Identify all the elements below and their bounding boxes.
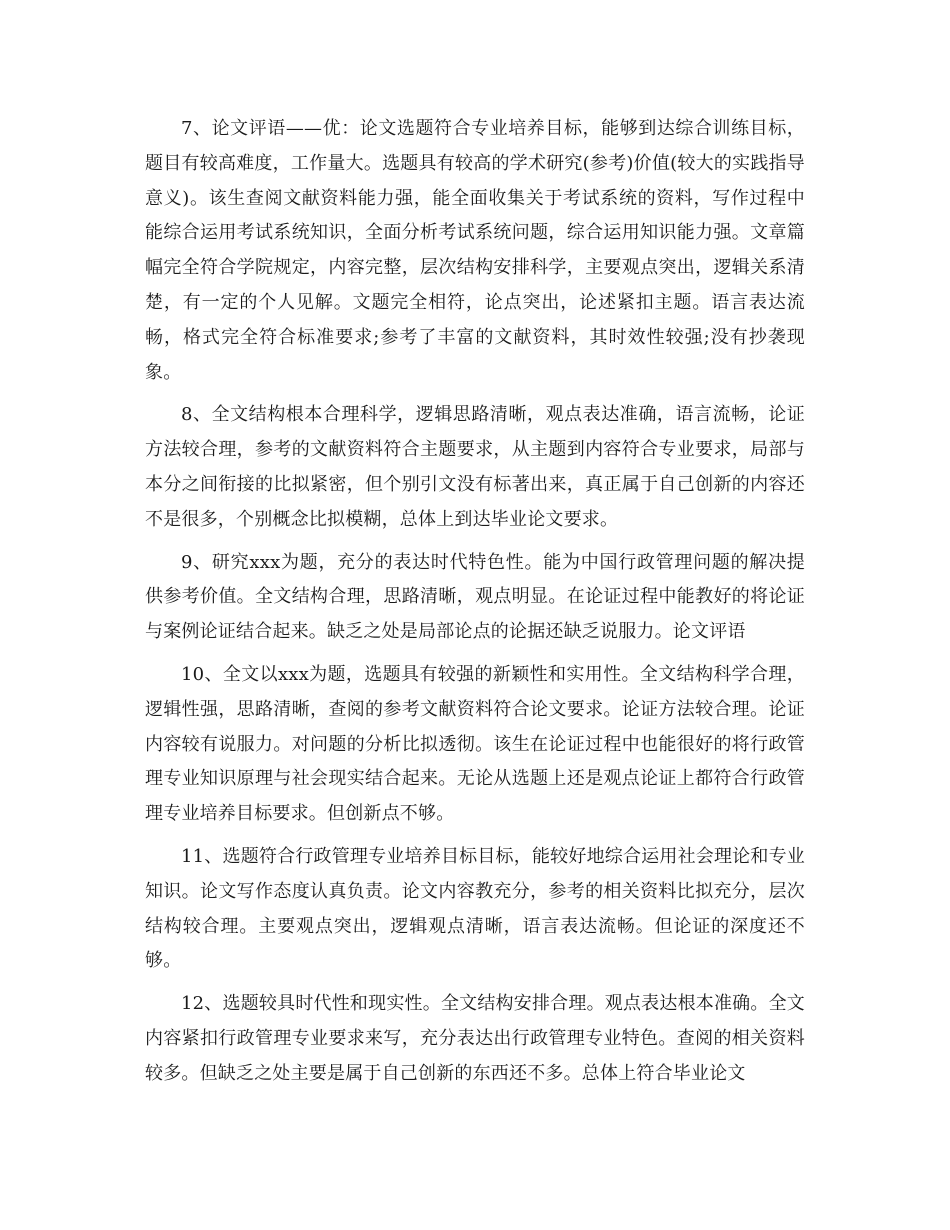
paragraph-10: 10、全文以xxx为题，选题具有较强的新颖性和实用性。全文结构科学合理，逻辑性强，思路清晰，查阅的参考文献资料符合论文要求。论证方法较合理。论证内容较有说服力。对问题的分析比拟透彻。该生在论证过程中也能很好的将行政管理专业知识原理与社会现实结合起来。无论从选题上还是观点论证上都符合行政管理专业培养目标要求。但创新点不够。	[145, 663, 805, 825]
paragraph-8: 8、全文结构根本合理科学，逻辑思路清晰，观点表达准确，语言流畅，论证方法较合理，参考的文献资料符合主题要求，从主题到内容符合专业要求，局部与本分之间衔接的比拟紧密，但个别引文没有标著出来，真正属于自己创新的内容还不是很多，个别概念比拟模糊，总体上到达毕业论文要求。	[145, 404, 805, 530]
paragraph-7: 7、论文评语——优：论文选题符合专业培养目标，能够到达综合训练目标，题目有较高难度，工作量大。选题具有较高的学术研究(参考)价值(较大的实践指导意义)。该生查阅文献资料能力强，能全面收集关于考试系统的资料，写作过程中能综合运用考试系统知识，全面分析考试系统问题，综合运用知识能力强。文章篇幅完全符合学院规定，内容完整，层次结构安排科学，主要观点突出，逻辑关系清楚，有一定的个人见解。文题完全相符，论点突出，论述紧扣主题。语言表达流畅，格式完全符合标准要求;参考了丰富的文献资料，其时效性较强;没有抄袭现象。	[145, 118, 805, 383]
document-body	[145, 112, 805, 1100]
paragraph-11: 11、选题符合行政管理专业培养目标目标，能较好地综合运用社会理论和专业知识。论文写作态度认真负责。论文内容教充分，参考的相关资料比拟充分，层次结构较合理。主要观点突出，逻辑观点清晰，语言表达流畅。但论证的深度还不够。	[145, 845, 805, 972]
paragraph-9: 9、研究xxx为题，充分的表达时代特色性。能为中国行政管理问题的解决提供参考价值。全文结构合理，思路清晰，观点明显。在论证过程中能教好的将论证与案例论证结合起来。缺乏之处是局部论点的论据还缺乏说服力。论文评语	[145, 551, 805, 643]
paragraph-12: 12、选题较具时代性和现实性。全文结构安排合理。观点表达根本准确。全文内容紧扣行政管理专业要求来写，充分表达出行政管理专业特色。查阅的相关资料较多。但缺乏之处主要是属于自己创新的东西还不多。总体上符合毕业论文	[145, 993, 805, 1084]
